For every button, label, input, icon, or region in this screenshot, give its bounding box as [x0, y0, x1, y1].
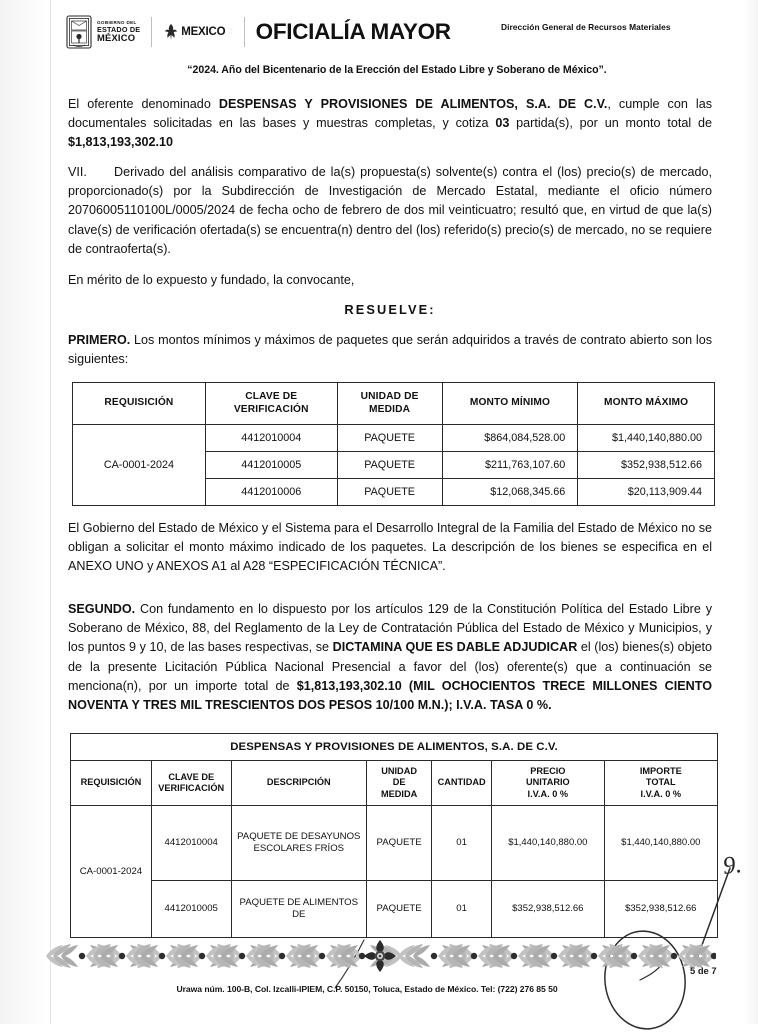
page-title: OFICIALÍA MAYOR: [255, 19, 451, 44]
gobierno-estado-de-mexico-logo: [66, 15, 140, 49]
segundo-label: SEGUNDO.: [68, 602, 136, 616]
handwritten-number-annotation: 9.: [721, 851, 744, 880]
oferente-t1: El oferente denominado: [68, 97, 219, 111]
th-requisicion: REQUISICIÓN: [71, 761, 152, 806]
th-clave-verificacion: [151, 761, 231, 806]
cell-unidad: PAQUETE: [367, 881, 432, 938]
segundo-t1: Con fundamento en lo dispuesto por los artículos 129 de la Constitución Política del Estado Libre y Soberano de México, 88, del Reglamento de la Ley de Contratación Pública del Estado de México y Municipios, y los puntos 9 y 10, de las bases respectivas, se: [68, 602, 712, 655]
cell-monto-maximo: $352,938,512.66: [578, 452, 715, 479]
cell-unidad: PAQUETE: [337, 452, 442, 479]
cell-clave: 4412010004: [205, 425, 337, 452]
cell-requisicion: CA-0001-2024: [73, 425, 206, 506]
primero-label: PRIMERO.: [68, 333, 131, 347]
paragraph-oferente: [68, 95, 712, 153]
cell-clave: 4412010004: [151, 806, 231, 881]
cell-clave: 4412010005: [205, 452, 337, 479]
segundo-dictamina: DICTAMINA QUE ES DABLE ADJUDICAR: [332, 640, 578, 655]
state-shield-icon: [66, 15, 92, 49]
th-precio-line-3: I.V.A. 0 %: [527, 788, 569, 799]
th-descripcion: DESCRIPCIÓN: [231, 761, 367, 806]
cell-monto-maximo: $1,440,140,880.00: [578, 425, 715, 452]
paragraph-merito: En mérito de lo expuesto y fundado, la convocante,: [68, 273, 355, 287]
cell-requisicion: CA-0001-2024: [71, 806, 152, 938]
emblem-line-1: GOBIERNO DEL: [97, 19, 137, 25]
cell-descripcion: PAQUETE DE ALIMENTOS DE: [231, 881, 367, 938]
th-monto-maximo: MONTO MÁXIMO: [578, 383, 715, 425]
cell-unidad: PAQUETE: [367, 806, 432, 881]
cell-importe-total: $352,938,512.66: [604, 881, 717, 938]
cell-monto-minimo: $864,084,528.00: [442, 425, 578, 452]
primero-text: Los montos mínimos y máximos de paquetes que serán adquiridos a través de contrato abierto son los siguientes:: [68, 333, 712, 367]
direccion-general-label: Dirección General de Recursos Materiales: [501, 22, 671, 32]
header-divider-1: [151, 17, 152, 47]
cell-unidad: PAQUETE: [337, 425, 442, 452]
table-montos-minimos-maximos: [72, 382, 715, 506]
table-adjudicacion-title-row: [71, 734, 718, 761]
paragraph-vii-number: VII.: [68, 165, 87, 179]
th-unidad-medida: UNIDAD DE MEDIDA: [337, 383, 442, 425]
cell-clave: 4412010005: [151, 881, 231, 938]
cell-clave: 4412010006: [205, 479, 337, 506]
th-precio-line-2: UNITARIO: [525, 777, 570, 788]
table-row: [71, 881, 718, 938]
paragraph-vii-text: Derivado del análisis comparativo de la(s) propuesta(s) solvente(s) contra el (los) precio(s) de mercado, proporcionado(s) por la Subdirección de Investigación de Mercado Estatal, mediante el oficio número 20706005110100L/0005/2024 de fecha ocho de febrero de dos mil veinticuatro; resultó que, en virtud de que la(s) clave(s) de verificación ofertada(s) se encuentra(n) dentro del (los) referido(s) precio(s) de mercado, no se requiere de contraoferta(s).: [68, 165, 712, 256]
emblem-line-2: ESTADO DE: [97, 24, 141, 34]
oferente-t3: partida(s), por un monto total de: [509, 116, 712, 131]
segundo-importe: $1,813,193,302.10 (MIL OCHOCIENTOS TRECE MILLONES CIENTO NOVENTA Y TRES MIL TRESCIENTOS DOS PESOS 10/100 M.N.); I.V.A. TASA 0 %.: [68, 678, 712, 713]
segundo-t2: el (los) bienes(s) objeto de la presente Licitación Pública Nacional Presencial a favor del (los) oferente(s) que a continuación se menciona(n), por un importe total de: [68, 640, 712, 693]
th-importe-total: [604, 761, 717, 806]
table-row: [71, 806, 718, 881]
mexico-wordmark: MEXICO: [181, 26, 226, 38]
cell-monto-minimo: $12,068,345.66: [442, 479, 578, 506]
paragraph-segundo: [68, 600, 712, 715]
th-importe-line-2: TOTAL: [645, 777, 676, 788]
header-divider-2: [244, 17, 245, 47]
cell-precio-unitario: $1,440,140,880.00: [492, 806, 605, 881]
cell-importe-total: $1,440,140,880.00: [604, 806, 717, 881]
oferente-t2: , cumple con las documentales solicitadas en las bases y muestras completas, y cotiza: [68, 97, 713, 131]
cell-monto-maximo: $20,113,909.44: [578, 479, 715, 506]
paragraph-primero: [68, 331, 712, 369]
oferente-monto: $1,813,193,302.10: [68, 135, 174, 150]
th-precio-line-1: PRECIO: [530, 766, 566, 776]
oferente-partidas: 03: [495, 116, 510, 131]
eagle-icon: [163, 23, 179, 41]
th-unidad-line-2: DE: [392, 777, 406, 788]
table-row: [73, 425, 715, 452]
paragraph-gobierno: El Gobierno del Estado de México y el Sistema para el Desarrollo Integral de la Familia del Estado de México no se obligan a solicitar el monto máximo indicado de los paquetes. La descripción de los bienes se especifica en el ANEXO UNO y ANEXOS A1 al A28 “ESPECIFICACIÓN TÉCNICA”.: [68, 521, 713, 574]
th-importe-line-3: I.V.A. 0 %: [640, 788, 682, 799]
page-number: 5 de 7: [690, 965, 717, 976]
th-unidad-medida: [367, 761, 432, 806]
paragraph-vii: [68, 163, 712, 259]
cell-monto-minimo: $211,763,107.60: [442, 452, 578, 479]
oferente-company: DESPENSAS Y PROVISIONES DE ALIMENTOS, S.A. DE C.V.: [218, 97, 608, 111]
mexico-mark-ghost: ░: [228, 29, 233, 35]
th-company-title: DESPENSAS Y PROVISIONES DE ALIMENTOS, S.A. DE C.V.: [71, 734, 718, 761]
th-cantidad: CANTIDAD: [432, 761, 492, 806]
cell-cantidad: 01: [432, 881, 492, 938]
emblem-line-3: MÉXICO: [97, 32, 136, 44]
th-unidad-line-3: MEDIDA: [380, 788, 418, 799]
year-slogan: “2024. Año del Bicentenario de la Erección del Estado Libre y Soberano de México”.: [187, 64, 607, 76]
cell-descripcion: PAQUETE DE DESAYUNOS ESCOLARES FRÍOS: [231, 806, 367, 881]
cell-cantidad: 01: [432, 806, 492, 881]
th-precio-unitario: [492, 761, 605, 806]
th-unidad-line-1: UNIDAD: [381, 766, 417, 776]
mexico-brand-mark: [163, 23, 232, 41]
cell-precio-unitario: $352,938,512.66: [492, 881, 605, 938]
th-clave-verificacion: CLAVE DE VERIFICACIÓN: [205, 383, 337, 425]
cell-unidad: PAQUETE: [337, 479, 442, 506]
document-header: [0, 8, 758, 56]
footer-address: Urawa núm. 100-B, Col. Izcalli-IPIEM, C.P. 50150, Toluca, Estado de México. Tel: (722) 276 85 50: [176, 984, 558, 994]
th-clave-line-2: VERIFICACIÓN: [158, 783, 225, 794]
th-importe-line-1: IMPORTE: [639, 766, 682, 776]
table-montos-header-row: [73, 383, 715, 425]
footer-decorative-border: [44, 936, 716, 976]
th-clave-line-1: CLAVE DE: [168, 771, 215, 782]
table-adjudicacion-header-row: [71, 761, 718, 806]
resuelve-heading: RESUELVE:: [344, 302, 436, 317]
table-adjudicacion: [70, 733, 718, 938]
th-monto-minimo: MONTO MÍNIMO: [442, 383, 578, 425]
th-requisicion: REQUISICIÓN: [73, 383, 206, 425]
